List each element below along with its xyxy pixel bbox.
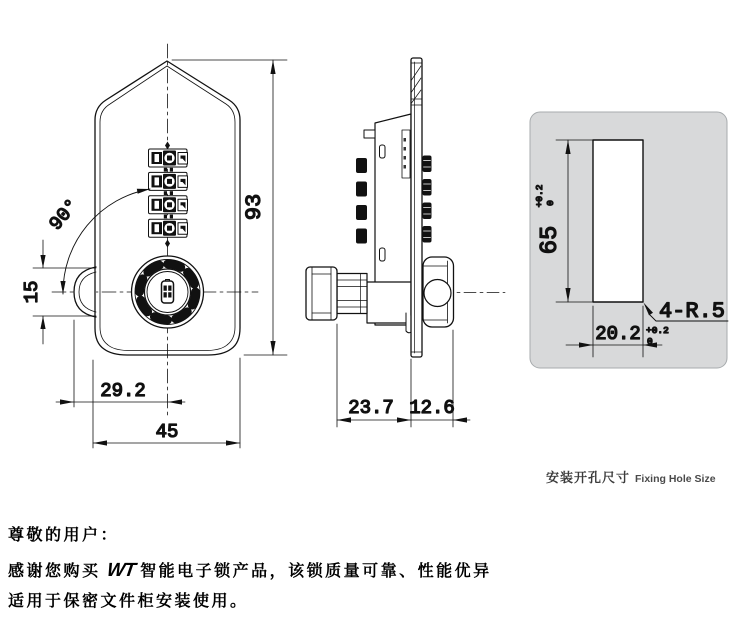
brand-logo: WT xyxy=(105,560,136,581)
front-angle-label: 90° xyxy=(44,194,84,235)
fixing-hole-diagram xyxy=(530,112,728,368)
user-note xyxy=(8,526,648,612)
fixing-hole-caption-en: Fixing Hole Size xyxy=(635,473,716,485)
cutout-rectangle xyxy=(593,140,643,302)
hole-height-label: 65 xyxy=(537,225,564,255)
front-width-label: 45 xyxy=(155,421,179,443)
side-dial-wheels xyxy=(423,156,432,243)
hole-height-tol-lower: 0 xyxy=(545,200,556,206)
front-view-drawing xyxy=(21,44,287,448)
thanks-prefix: 感谢您购买 xyxy=(8,563,101,580)
hole-width-tol-upper: +0.2 xyxy=(646,325,669,336)
side-body-depth-label: 23.7 xyxy=(348,397,394,419)
hole-width-tol-lower: 0 xyxy=(647,336,653,347)
hole-height-tol-upper: +0.2 xyxy=(534,184,545,208)
user-note-thanks-line xyxy=(8,559,648,583)
front-height-label: 93 xyxy=(242,193,267,221)
front-offset-label: 29.2 xyxy=(100,380,146,402)
user-note-usage-line: 适用于保密文件柜安装使用。 xyxy=(8,592,249,610)
side-faceplate xyxy=(411,58,422,357)
side-cam xyxy=(423,257,454,327)
front-tab-label: 15 xyxy=(21,280,43,304)
hole-radius-label: 4-R.5 xyxy=(658,299,726,324)
thanks-suffix: 智能电子锁产品，该锁质量可靠、性能优异 xyxy=(140,563,492,580)
side-cam-depth-label: 12.6 xyxy=(409,397,455,419)
side-view-drawing xyxy=(306,58,505,427)
user-note-salutation: 尊敬的用户： xyxy=(8,527,120,544)
hole-width-label: 20.2 xyxy=(595,323,641,345)
front-key-cylinder xyxy=(132,256,204,328)
fixing-hole-caption xyxy=(546,467,716,487)
fixing-hole-caption-cn: 安装开孔尺寸 xyxy=(546,470,631,485)
